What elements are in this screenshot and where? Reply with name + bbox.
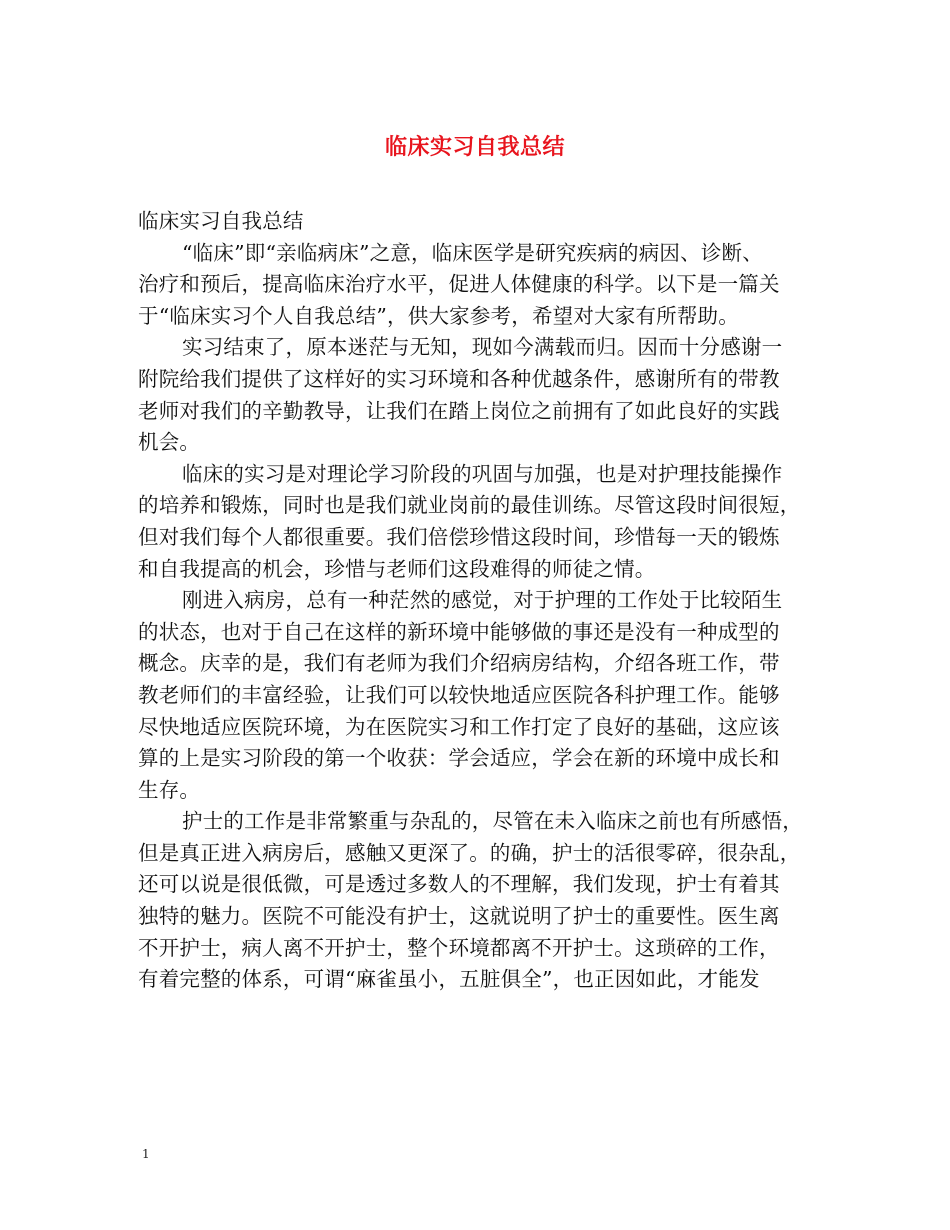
paragraph-lines bbox=[138, 238, 828, 996]
text-line: 和自我提高的机会，珍惜与老师们这段难得的师徒之情。 bbox=[138, 556, 656, 581]
text-line: 但是真正进入病房后，感触又更深了。的确，护士的活很零碎，很杂乱， bbox=[138, 840, 801, 865]
text-line: 算的上是实习阶段的第一个收获：学会适应，学会在新的环境中成长和 bbox=[138, 746, 780, 771]
text-line: 还可以说是很低微，可是透过多数人的不理解，我们发现，护士有着其 bbox=[138, 872, 780, 897]
text-line: 有着完整的体系，可谓“麻雀虽小，五脏俱全”，也正因如此，才能发 bbox=[138, 967, 760, 992]
page-number: 1 bbox=[142, 1147, 150, 1161]
text-line: 临床的实习是对理论学习阶段的巩固与加强，也是对护理技能操作 bbox=[182, 461, 783, 486]
document-title: 临床实习自我总结 bbox=[384, 134, 565, 160]
text-line: 实习结束了，原本迷茫与无知，现如今满载而归。因而十分感谢一 bbox=[182, 335, 783, 360]
document-subtitle: 临床实习自我总结 bbox=[138, 209, 304, 233]
text-line: 独特的魅力。医院不可能没有护士，这就说明了护士的重要性。医生离 bbox=[138, 904, 780, 929]
text-line: 但对我们每个人都很重要。我们倍偿珍惜这段时间，珍惜每一天的锻炼 bbox=[138, 524, 780, 549]
text-line: 刚进入病房，总有一种茫然的感觉，对于护理的工作处于比较陌生 bbox=[182, 588, 783, 613]
text-line: 机会。 bbox=[138, 430, 201, 455]
text-line: 尽快地适应医院环境，为在医院实习和工作打定了良好的基础，这应该 bbox=[138, 714, 780, 739]
text-line: 于“临床实习个人自我总结”，供大家参考，希望对大家有所帮助。 bbox=[138, 303, 739, 328]
text-line: 概念。庆幸的是，我们有老师为我们介绍病房结构，介绍各班工作，带 bbox=[138, 651, 780, 676]
text-line: 治疗和预后，提高临床治疗水平，促进人体健康的科学。以下是一篇关 bbox=[138, 272, 780, 297]
text-line: 生存。 bbox=[138, 777, 201, 802]
text-line: 附院给我们提供了这样好的实习环境和各种优越条件，感谢所有的带教 bbox=[138, 366, 780, 391]
text-line: 护士的工作是非常繁重与杂乱的，尽管在未入临床之前也有所感悟， bbox=[182, 809, 803, 834]
text-line: 的状态，也对于自己在这样的新环境中能够做的事还是没有一种成型的 bbox=[138, 619, 780, 644]
document-body bbox=[138, 206, 828, 996]
text-line: 的培养和锻炼，同时也是我们就业岗前的最佳训练。尽管这段时间很短， bbox=[138, 493, 801, 518]
text-line: 教老师们的丰富经验，让我们可以较快地适应医院各科护理工作。能够 bbox=[138, 682, 780, 707]
text-line: 老师对我们的辛勤教导，让我们在踏上岗位之前拥有了如此良好的实践 bbox=[138, 398, 780, 423]
text-line: “临床”即“亲临病床”之意，临床医学是研究疾病的病因、诊断、 bbox=[182, 240, 763, 265]
text-line: 不开护士，病人离不开护士，整个环境都离不开护士。这琐碎的工作， bbox=[138, 935, 780, 960]
